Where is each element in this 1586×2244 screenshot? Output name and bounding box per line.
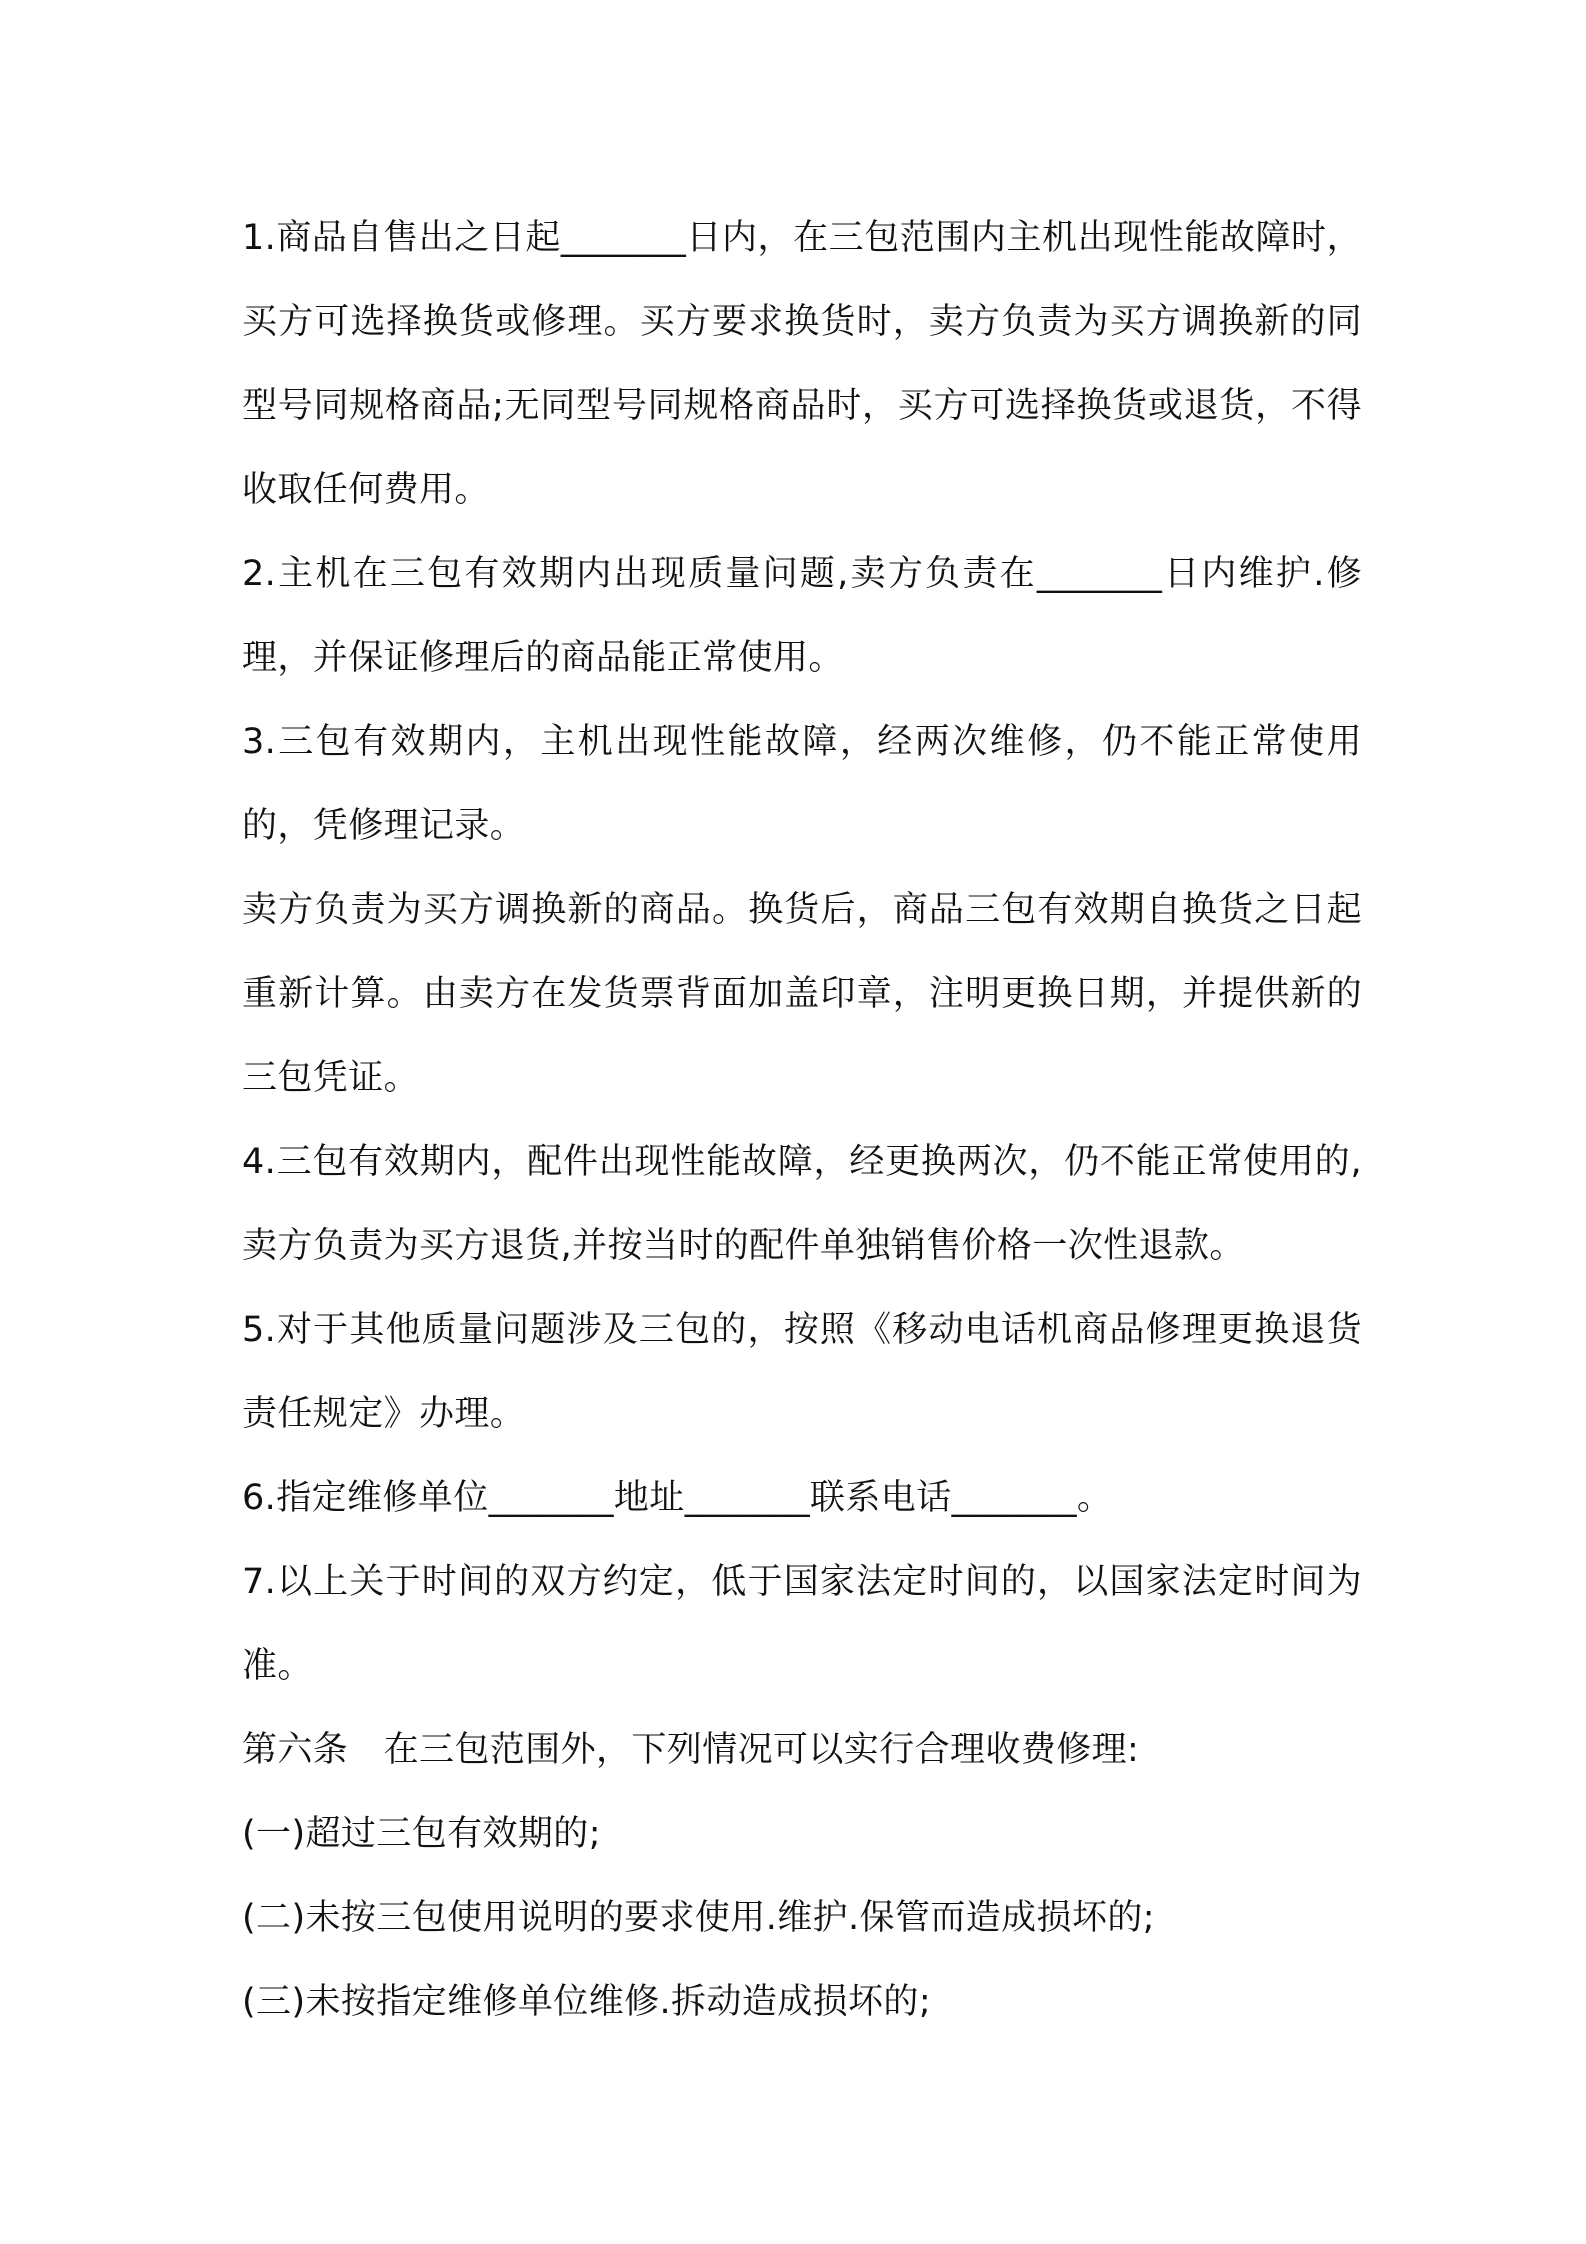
article-6-heading: 第六条 在三包范围外，下列情况可以实行合理收费修理:	[242, 1730, 1140, 1770]
clause-2-paragraph: 2.主机在三包有效期内出现质量问题,卖方负责在_______日内维护.修理，并保证修理后的商品能正常使用。	[242, 554, 1362, 678]
clause-7-paragraph: 7.以上关于时间的双方约定，低于国家法定时间的，以国家法定时间为准。	[242, 1562, 1362, 1686]
document-body	[242, 196, 1362, 2044]
clause-4-paragraph: 4.三包有效期内，配件出现性能故障，经更换两次，仍不能正常使用的,卖方负责为买方退货,并按当时的配件单独销售价格一次性退款。	[242, 1142, 1362, 1266]
clause-3-continuation-paragraph: 卖方负责为买方调换新的商品。换货后，商品三包有效期自换货之日起重新计算。由卖方在发货票背面加盖印章，注明更换日期，并提供新的三包凭证。	[242, 890, 1362, 1098]
clause-5-paragraph: 5.对于其他质量问题涉及三包的，按照《移动电话机商品修理更换退货责任规定》办理。	[242, 1310, 1362, 1434]
list-item-2: (二)未按三包使用说明的要求使用.维护.保管而造成损坏的;	[242, 1898, 1155, 1938]
list-item-1: (一)超过三包有效期的;	[242, 1814, 601, 1854]
clause-1-paragraph: 1.商品自售出之日起_______日内，在三包范围内主机出现性能故障时，买方可选择换货或修理。买方要求换货时，卖方负责为买方调换新的同型号同规格商品;无同型号同规格商品时，买方可选择换货或退货，不得收取任何费用。	[242, 218, 1362, 510]
clause-3-paragraph: 3.三包有效期内，主机出现性能故障，经两次维修，仍不能正常使用的，凭修理记录。	[242, 722, 1362, 846]
list-item-3: (三)未按指定维修单位维修.拆动造成损坏的;	[242, 1982, 932, 2022]
clause-6-paragraph: 6.指定维修单位_______地址_______联系电话_______。	[242, 1478, 1113, 1518]
